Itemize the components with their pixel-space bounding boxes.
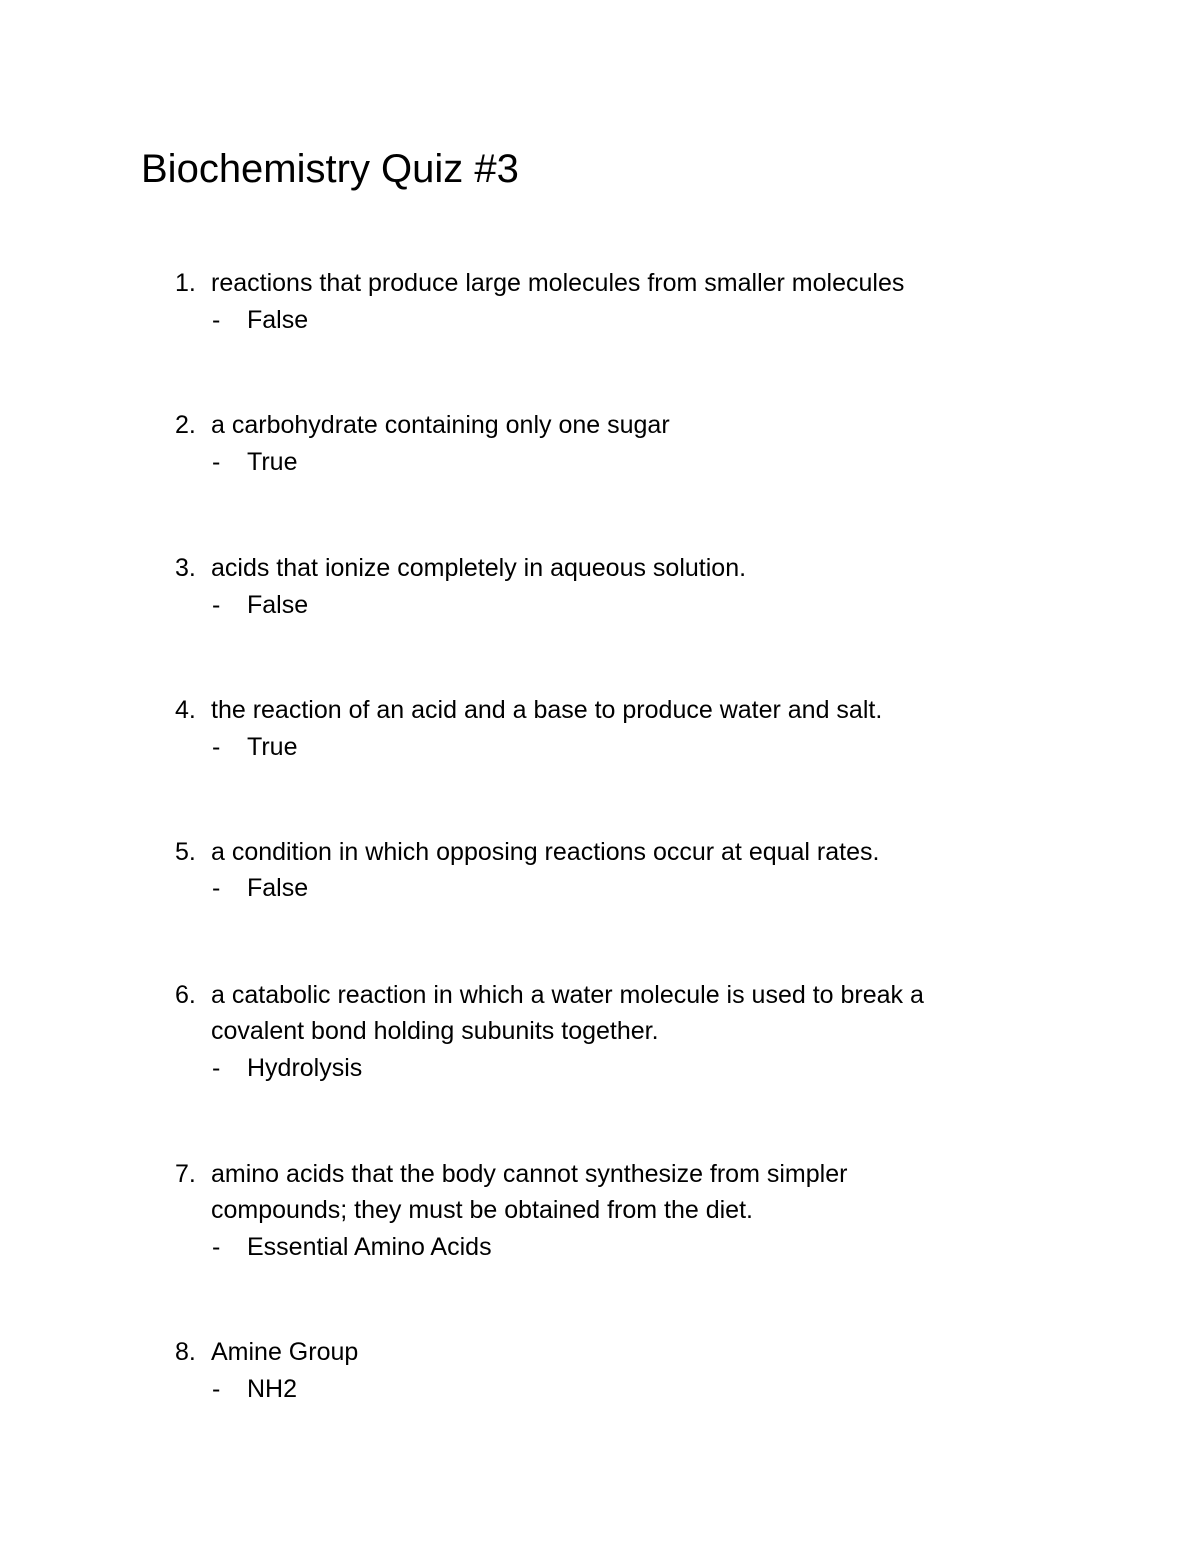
- item-answer: True: [247, 733, 298, 761]
- item-question-line: compounds; they must be obtained from the diet.: [211, 1196, 753, 1224]
- answer-bullet: -: [212, 874, 221, 902]
- item-number: 6.: [175, 981, 196, 1009]
- item-question-line: acids that ionize completely in aqueous solution.: [211, 554, 747, 582]
- answer-bullet: -: [212, 306, 221, 334]
- item-number: 8.: [175, 1338, 196, 1366]
- item-answer: NH2: [247, 1375, 298, 1403]
- item-answer: False: [247, 591, 309, 619]
- item-question-line: Amine Group: [211, 1338, 359, 1366]
- item-number: 7.: [175, 1160, 196, 1188]
- answer-bullet: -: [212, 591, 221, 619]
- item-answer: Hydrolysis: [247, 1054, 363, 1082]
- item-question-line: covalent bond holding subunits together.: [211, 1017, 659, 1045]
- answer-bullet: -: [212, 1054, 221, 1082]
- answer-bullet: -: [212, 1233, 221, 1261]
- item-number: 1.: [175, 269, 196, 297]
- document-title: Biochemistry Quiz #3: [141, 147, 519, 191]
- item-answer: True: [247, 448, 298, 476]
- item-number: 2.: [175, 411, 196, 439]
- item-question-line: amino acids that the body cannot synthesize from simpler: [211, 1160, 848, 1188]
- item-question-line: a catabolic reaction in which a water molecule is used to break a: [211, 981, 924, 1009]
- item-number: 4.: [175, 696, 196, 724]
- item-answer: Essential Amino Acids: [247, 1233, 492, 1261]
- item-question-line: the reaction of an acid and a base to produce water and salt.: [211, 696, 883, 724]
- item-number: 5.: [175, 838, 196, 866]
- item-answer: False: [247, 874, 309, 902]
- item-number: 3.: [175, 554, 196, 582]
- item-question-line: a condition in which opposing reactions occur at equal rates.: [211, 838, 880, 866]
- item-question-line: a carbohydrate containing only one sugar: [211, 411, 670, 439]
- answer-bullet: -: [212, 448, 221, 476]
- item-answer: False: [247, 306, 309, 334]
- item-question-line: reactions that produce large molecules from smaller molecules: [211, 269, 905, 297]
- answer-bullet: -: [212, 1375, 221, 1403]
- answer-bullet: -: [212, 733, 221, 761]
